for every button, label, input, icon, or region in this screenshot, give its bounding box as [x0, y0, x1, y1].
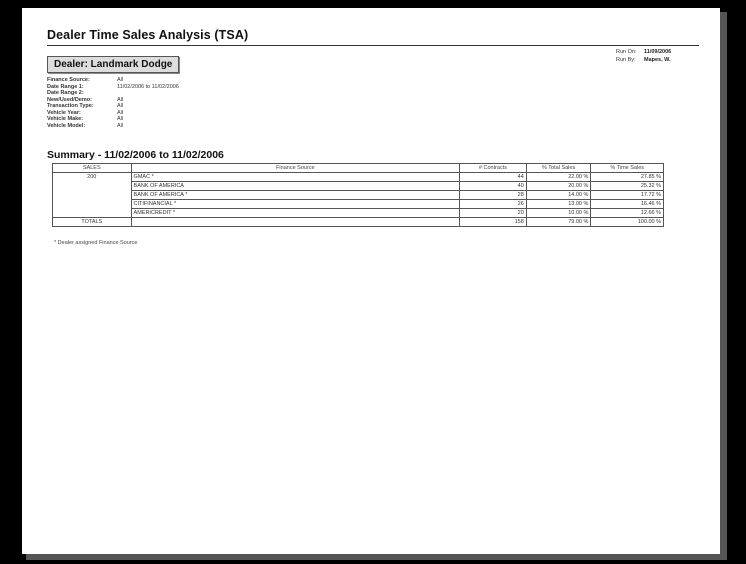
param-label: Vehicle Model: [47, 122, 86, 129]
report-page [22, 8, 720, 554]
totals-time-sales: 100.00 % [591, 218, 664, 227]
total-sales-cell: 22.00 % [526, 173, 591, 182]
table-row [53, 173, 664, 182]
param-label: Date Range 2: [47, 90, 84, 96]
report-parameters [47, 77, 179, 129]
run-on-row [616, 48, 671, 56]
totals-label: TOTALS [53, 218, 132, 227]
run-on-value: 11/09/2006 [644, 49, 672, 55]
run-by-row [616, 56, 671, 64]
param-value: All [117, 109, 124, 116]
param-value: All [117, 77, 124, 83]
dealer-name-box: Dealer: Landmark Dodge [47, 56, 179, 73]
param-value: All [117, 116, 124, 122]
contracts-cell: 40 [460, 182, 527, 191]
run-by-value: Mapes, W. [644, 57, 671, 63]
table-row [53, 200, 664, 209]
table-row [53, 209, 664, 218]
totals-row [53, 218, 664, 227]
total-sales-cell: 20.00 % [526, 182, 591, 191]
run-by-label: Run By: [616, 57, 636, 63]
total-sales-cell: 10.00 % [526, 209, 591, 218]
contracts-cell: 20 [460, 209, 527, 218]
finance-source-cell: BANK OF AMERICA [131, 182, 460, 191]
contracts-cell: 28 [460, 191, 527, 200]
total-sales-cell: 14.00 % [526, 191, 591, 200]
title-divider [47, 45, 699, 46]
contracts-cell: 26 [460, 200, 527, 209]
total-sales-cell: 13.00 % [526, 200, 591, 209]
summary-table [52, 163, 664, 227]
param-label: Transaction Type: [47, 103, 94, 109]
param-value: All [117, 103, 124, 109]
header-finance-source: Finance Source [131, 164, 460, 173]
footnote: * Dealer assigned Finance Source [54, 240, 138, 246]
run-info [616, 48, 671, 64]
time-sales-cell: 27.85 % [591, 173, 664, 182]
header-contracts: # Contracts [460, 164, 527, 173]
totals-contracts: 158 [460, 218, 527, 227]
header-total-sales: % Total Sales [526, 164, 591, 173]
table-row [53, 191, 664, 200]
param-label: New/Used/Demo: [47, 96, 92, 103]
totals-total-sales: 79.00 % [526, 218, 591, 227]
param-value: All [117, 122, 124, 129]
sales-count-cell: 200 [53, 173, 132, 218]
contracts-cell: 44 [460, 173, 527, 182]
param-value: All [117, 96, 124, 103]
finance-source-cell: CITIFINANCIAL * [131, 200, 460, 209]
finance-source-cell: BANK OF AMERICA * [131, 191, 460, 200]
time-sales-cell: 16.46 % [591, 200, 664, 209]
param-value: 11/02/2006 to 11/02/2006 [117, 83, 179, 90]
table-row [53, 182, 664, 191]
finance-source-cell: GMAC * [131, 173, 460, 182]
param-label: Finance Source: [47, 77, 90, 83]
summary-title: Summary - 11/02/2006 to 11/02/2006 [47, 149, 224, 161]
time-sales-cell: 17.72 % [591, 191, 664, 200]
totals-empty-cell [131, 218, 460, 227]
report-title: Dealer Time Sales Analysis (TSA) [47, 28, 249, 42]
param-row [47, 123, 179, 130]
table-header-row [53, 164, 664, 173]
run-on-label: Run On: [616, 49, 637, 55]
param-label: Date Range 1: [47, 83, 84, 90]
header-time-sales: % Time Sales [591, 164, 664, 173]
param-label: Vehicle Make: [47, 116, 84, 122]
page-shadow-bottom [26, 554, 727, 560]
time-sales-cell: 12.66 % [591, 209, 664, 218]
page-shadow-right [720, 12, 727, 560]
time-sales-cell: 25.32 % [591, 182, 664, 191]
header-sales: SALES [53, 164, 132, 173]
finance-source-cell: AMERICREDIT * [131, 209, 460, 218]
param-label: Vehicle Year: [47, 109, 81, 116]
